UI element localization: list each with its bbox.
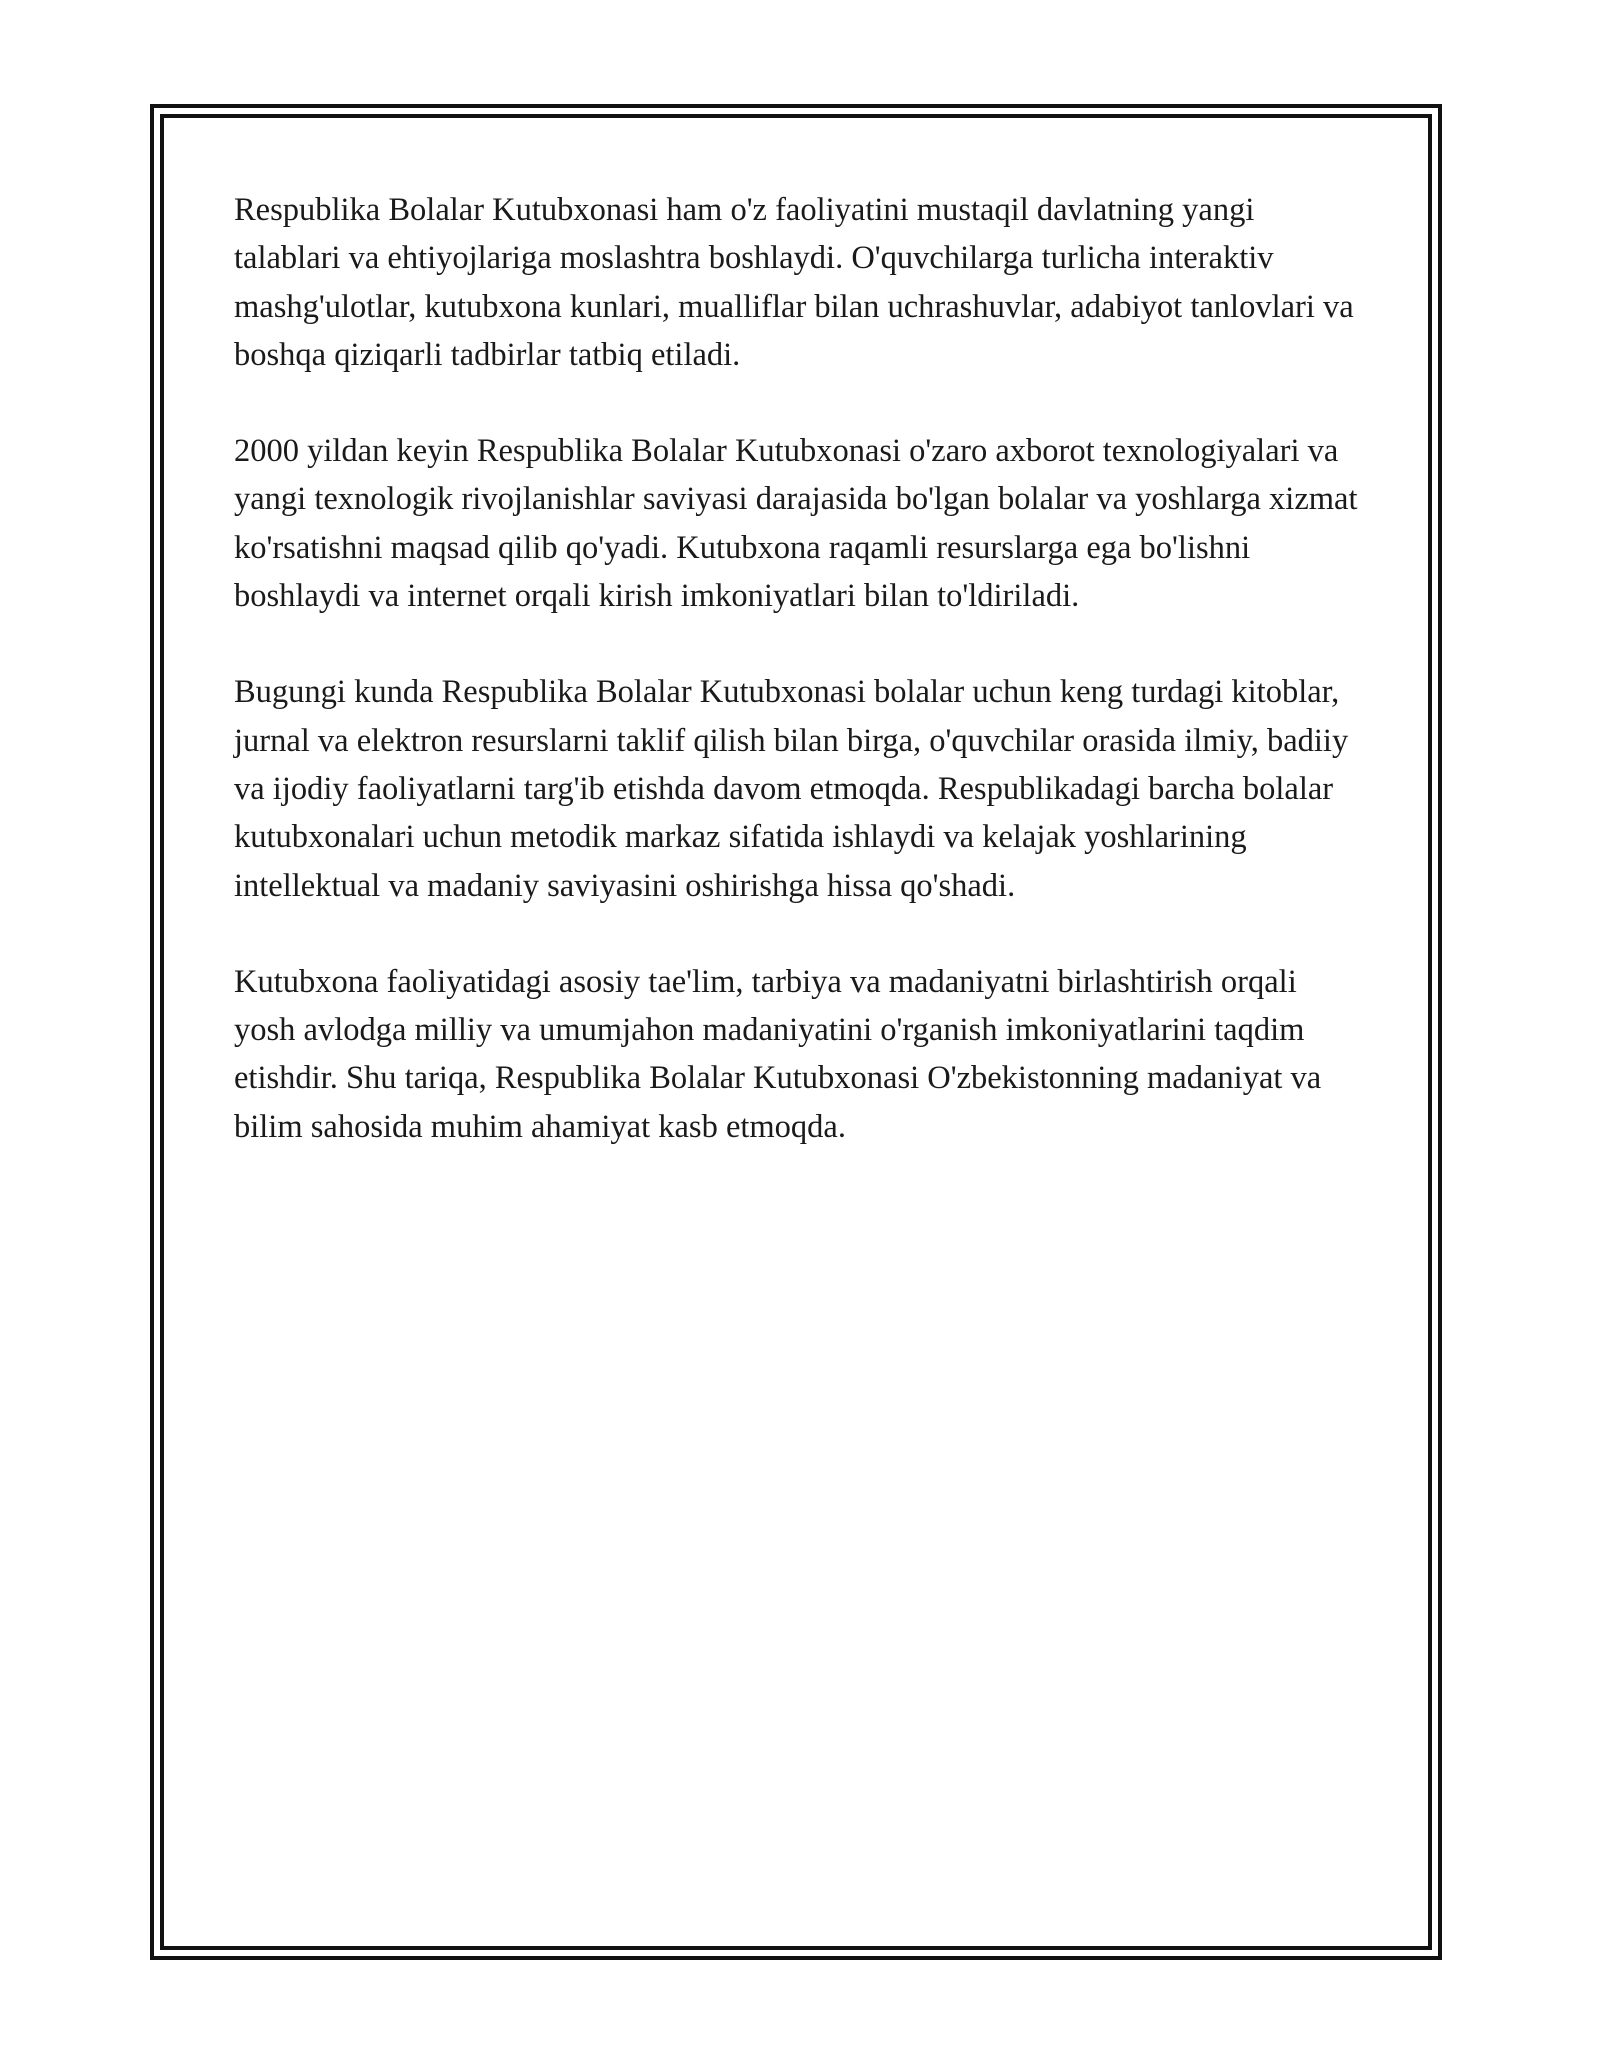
paragraph-2: 2000 yildan keyin Respublika Bolalar Kutubxonasi o'zaro axborot texnologiyalari va yangi texnologik rivojlanishlar saviyasi darajasida bo'lgan bolalar va yoshlarga xizmat ko'rsatishni maqsad qilib qo'yadi. Kutubxona raqamli resurslarga ega bo'lishni boshlaydi va internet orqali kirish imkoniyatlari bilan to'ldiriladi. (234, 433, 1358, 615)
paragraph-1: Respublika Bolalar Kutubxonasi ham o'z faoliyatini mustaqil davlatning yangi talablari va ehtiyojlariga moslashtra boshlaydi. O'quvchilarga turlicha interaktiv mashg'ulotlar, kutubxona kunlari, mualliflar bilan uchrashuvlar, adabiyot tanlovlari va boshqa qiziqarli tadbirlar tatbiq etiladi. (234, 192, 1354, 373)
paragraph-4: Kutubxona faoliyatidagi asosiy tae'lim, tarbiya va madaniyatni birlashtirish orqali yosh avlodga milliy va umumjahon madaniyatini o'rganish imkoniyatlarini taqdim etishdir. Shu tariqa, Respublika Bolalar Kutubxonasi O'zbekistonning madaniyat va bilim sahosida muhim ahamiyat kasb etmoqda. (234, 963, 1322, 1145)
paragraph-3: Bugungi kunda Respublika Bolalar Kutubxonasi bolalar uchun keng turdagi kitoblar, jurnal va elektron resurslarni taklif qilish bilan birga, o'quvchilar orasida ilmiy, badiiy va ijodiy faoliyatlarni targ'ib etishda davom etmoqda. Respublikadagi barcha bolalar kutubxonalari uchun metodik markaz sifatida ishlaydi va kelajak yoshlarining intellektual va madaniy saviyasini oshirishga hissa qo'shadi. (234, 674, 1349, 904)
document-body (234, 186, 1364, 1151)
